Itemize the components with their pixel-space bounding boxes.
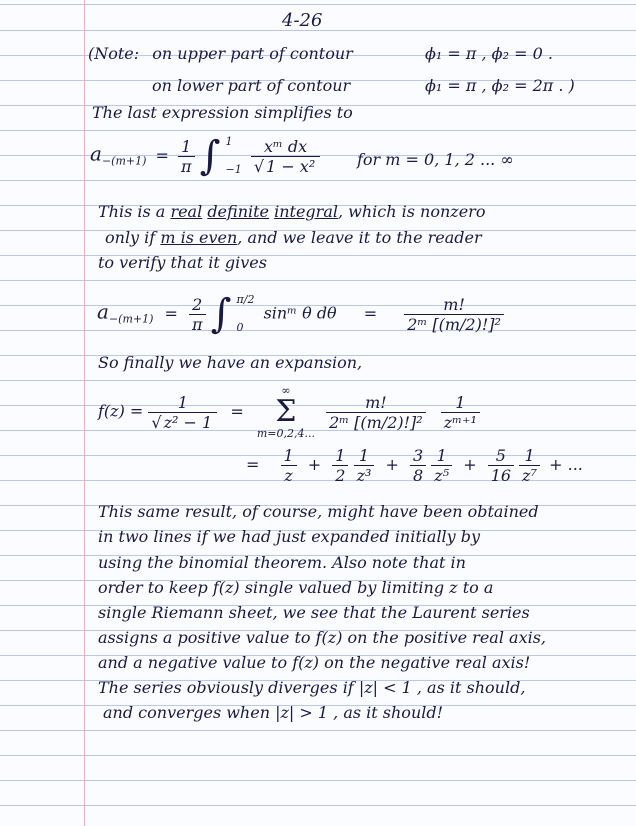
eq1-lhs-sub: −(m+1) [101,154,147,168]
series-tail: + ... [549,455,583,474]
eq3-f-den: z² − 1 [163,412,213,432]
term-1 [281,446,297,485]
eq3-f-num: 1 [148,393,217,413]
eq2-rhs [404,295,504,334]
para-line-9: and converges when |z| > 1 , as it should! [103,703,444,722]
term-4b-den: z⁷ [522,466,538,485]
term-2b-den: z³ [356,466,372,485]
term-3b-num: 1 [431,446,452,466]
eq2-rhs-num: m! [404,295,504,315]
eq1-lower: −1 [225,163,242,176]
verify-line: to verify that it gives [98,253,267,272]
real-integral-line [98,202,485,221]
term-2a-den: 2 [335,466,346,485]
term-2b-num: 1 [354,446,375,466]
eq3-term-num: m! [326,393,426,413]
eq2-integrand: sinᵐ θ dθ [263,303,337,323]
note-line-1 [88,44,553,63]
eq3-term-den: 2ᵐ [(m/2)!]² [329,412,423,432]
finally-line: So finally we have an expansion, [98,353,363,372]
text-definite: definite [207,202,270,221]
term-4a [488,446,514,485]
sigma-sign: Σ [275,394,297,429]
eq1-coef-num: 1 [178,137,195,157]
eq3-z-num: 1 [441,393,480,413]
para-line-4: order to keep f(z) single valued by limiting z to a [98,578,494,597]
para-line-3: using the binomial theorem. Also note that in [98,553,466,572]
equation-1 [90,128,320,184]
eq1-integrand [251,137,320,176]
summation [257,384,315,440]
eq2-coef-num: 2 [189,295,206,315]
eq3-z-den: zᵐ⁺¹ [443,412,477,432]
eq2-eq: = [164,303,178,323]
text-real: real [170,202,203,221]
eq2-lhs: a [97,299,109,324]
para-line-2: in two lines if we had just expanded initially by [98,527,481,546]
eq1-num: xᵐ dx [251,137,320,157]
term-3a [410,446,426,485]
equation-4 [246,446,583,485]
text-integral: integral [274,202,338,221]
integral-sign-1: ∫ [199,133,221,179]
term-4b [519,446,540,485]
term-4b-num: 1 [519,446,540,466]
eq2-coef-den: π [191,314,203,334]
para-line-7: and a negative value to f(z) on the negative real axis! [98,653,531,672]
eq2-upper: π/2 [236,293,255,306]
text-leave-to-reader: , and we leave it to the reader [237,228,482,247]
eq3-f [148,393,217,432]
text-this-is-a: This is a [98,202,166,221]
term-2a-num: 1 [332,446,348,466]
equation-3 [98,384,480,440]
eq4-eq: = [246,455,260,474]
para-line-5: single Riemann sheet, we see that the Laurent series [98,603,530,622]
integral-sign-2: ∫ [210,291,232,337]
simplifies-line: The last expression simplifies to [92,103,353,122]
text-only-if: only if [105,228,156,247]
eq2-limits [237,286,255,342]
para-line-8: The series obviously diverges if |z| < 1 , as it should, [98,678,526,697]
page-number: 4-26 [282,10,323,31]
eq3-f-den-wrap: √ z² − 1 [151,412,213,432]
plus-1: + [307,455,322,474]
sum-upper: ∞ [281,384,291,397]
term-1-den: z [284,466,293,485]
eq3-z [441,393,480,432]
eq1-lhs: a [90,141,102,166]
eq1-limits [226,128,242,184]
note-line-1-phi: ϕ₁ = π , ϕ₂ = 0 . [425,44,553,63]
term-3b [431,446,452,485]
eq1-upper: 1 [225,135,233,148]
eq1-eq: = [155,145,169,165]
plus-2: + [385,455,399,474]
text-m-is-even: m is even [160,228,238,247]
plus-3: + [463,455,477,474]
term-4a-num: 5 [488,446,514,466]
note-line-2-phi: ϕ₁ = π , ϕ₂ = 2π . ) [425,76,575,95]
term-3b-den: z⁵ [434,466,450,485]
note-line-1-text: on upper part of contour [152,44,353,63]
eq2-lhs-sub: −(m+1) [108,312,154,326]
eq1-den: 1 − x² [266,156,316,176]
term-1-num: 1 [281,446,297,466]
sum-lower: m=0,2,4... [256,427,315,440]
only-if-line [105,228,482,247]
term-3a-den: 8 [413,466,424,485]
eq2-lower: 0 [236,321,244,334]
term-3a-num: 3 [410,446,426,466]
term-2a [332,446,348,485]
para-line-1: This same result, of course, might have been obtained [98,502,539,521]
eq1-den-wrap: √ 1 − x² [253,156,316,176]
margin-line [84,0,85,826]
for-m-range: for m = 0, 1, 2 ... ∞ [357,150,514,169]
eq1-coef-den: π [180,156,192,176]
eq3-eq: = [230,401,244,421]
term-4a-den: 16 [490,466,512,485]
para-line-6: assigns a positive value to f(z) on the positive real axis, [98,628,547,647]
text-nonzero: , which is nonzero [337,202,486,221]
note-prefix: (Note: [88,44,140,63]
note-line-2 [152,76,575,95]
eq1-coef [178,137,195,176]
eq3-term [326,393,426,432]
eq3-lhs: f(z) = [98,401,144,421]
term-2b [354,446,375,485]
equation-2 [97,286,504,342]
eq2-rhs-den: 2ᵐ [(m/2)!]² [407,314,501,334]
note-line-2-text: on lower part of contour [152,76,351,95]
eq2-coef [189,295,206,334]
eq2-eq2: = [363,303,378,323]
